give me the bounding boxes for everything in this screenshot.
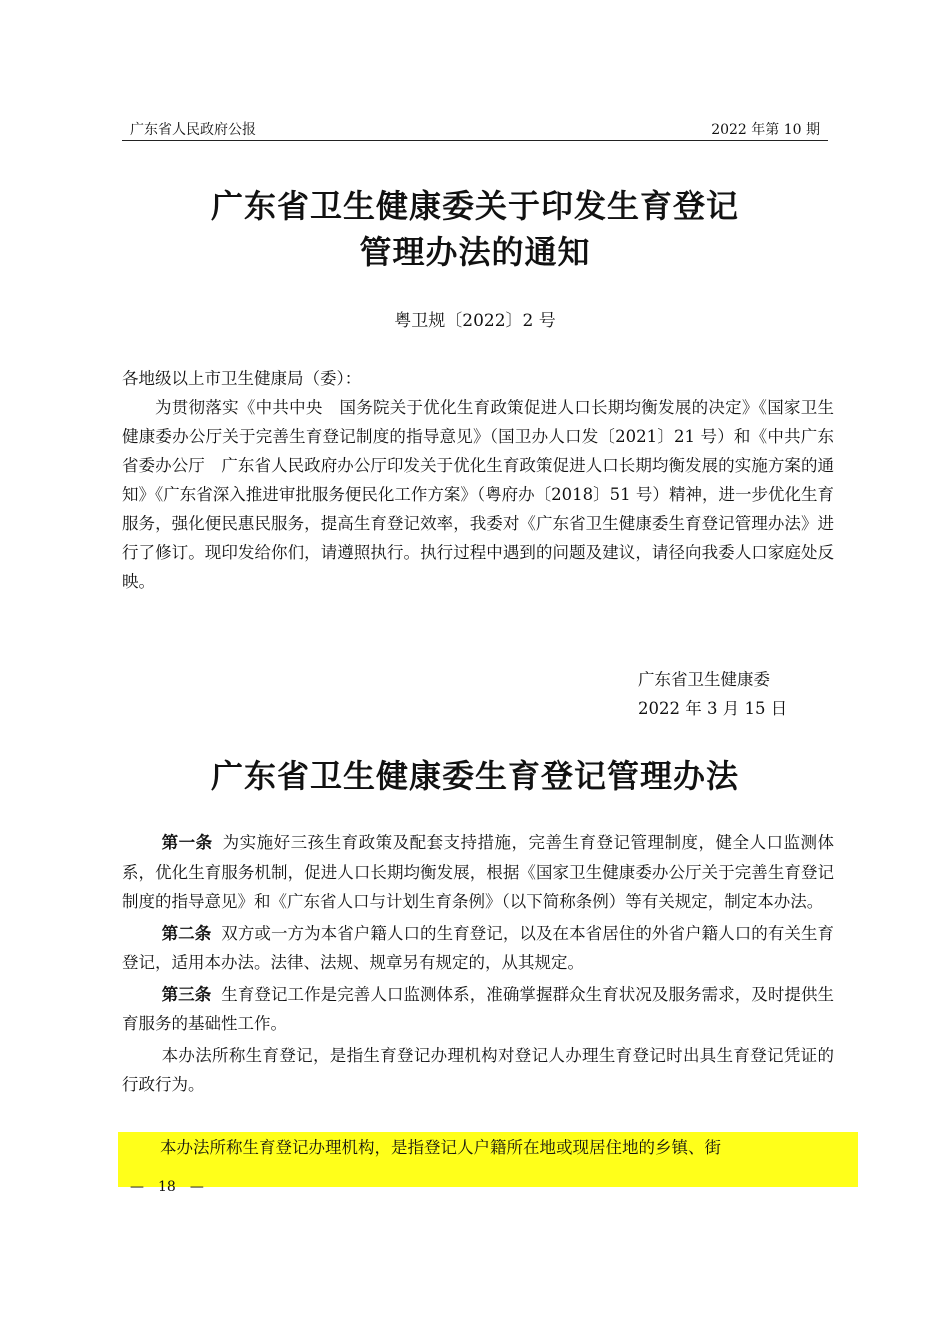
notice-title-line1: 广东省卫生健康委关于印发生育登记: [210, 187, 739, 225]
issue-number: 2022 年第 10 期: [711, 122, 820, 138]
article-3: [122, 980, 834, 1039]
notice-title-line2: 管理办法的通知: [359, 233, 591, 271]
article-text: 双方或一方为本省户籍人口的生育登记，以及在本省居住的外省户籍人口的有关生育登记，适用本办法。法律、法规、规章另有规定的，从其规定。: [122, 923, 835, 972]
notice-paragraph: 为贯彻落实《中共中央 国务院关于优化生育政策促进人口长期均衡发展的决定》《国家卫生健康委办公厅关于完善生育登记制度的指导意见》（国卫办人口发〔2021〕21 号）和《中共广东省委办公厅 广东省人民政府办公厅印发关于优化生育政策促进人口长期均衡发展的实施方案的通知》《广东省深入推进审批服务便民化工作方案》（粤府办〔2018〕51 号）精神，进一步优化生育服务，强化便民惠民服务，提高生育登记效率，我委对《广东省卫生健康委生育登记管理办法》进行了修订。现印发给你们，请遵照执行。执行过程中遇到的问题及建议，请径向我委人口家庭处反映。: [122, 398, 834, 591]
notice-body: [122, 364, 834, 596]
article-1: [122, 828, 834, 917]
article-label: 第三条: [161, 984, 212, 1004]
header-divider: [122, 140, 828, 141]
article-3-paragraph: 本办法所称生育登记，是指生育登记办理机构对登记人办理生育登记时出具生育登记凭证的行政行为。: [122, 1045, 834, 1094]
article-label: 第一条: [161, 833, 213, 852]
page-number: — 18 —: [130, 1179, 204, 1195]
signature-org: 广东省卫生健康委: [638, 670, 770, 689]
article-2: [122, 919, 834, 978]
regulation-body: [122, 828, 834, 1102]
notice-recipient: 各地级以上市卫生健康局（委）：: [122, 369, 362, 388]
article-text: 生育登记工作是完善人口监测体系，准确掌握群众生育状况及服务需求，及时提供生育服务的基础性工作。: [122, 984, 835, 1033]
regulation-title: 广东省卫生健康委生育登记管理办法: [210, 757, 739, 795]
document-number: 粤卫规〔2022〕2 号: [394, 311, 556, 331]
article-text: 为实施好三孩生育政策及配套支持措施，完善生育登记管理制度，健全人口监测体系，优化生育服务机制，促进人口长期均衡发展，根据《国家卫生健康委办公厅关于完善生育登记制度的指导意见》和《广东省人口与计划生育条例》（以下简称条例）等有关规定，制定本办法。: [122, 833, 835, 911]
signature-date: 2022 年 3 月 15 日: [638, 699, 788, 718]
highlighted-paragraph: 本办法所称生育登记办理机构，是指登记人户籍所在地或现居住地的乡镇、街: [160, 1138, 721, 1157]
article-label: 第二条: [161, 923, 212, 943]
publication-name: 广东省人民政府公报: [130, 122, 256, 138]
